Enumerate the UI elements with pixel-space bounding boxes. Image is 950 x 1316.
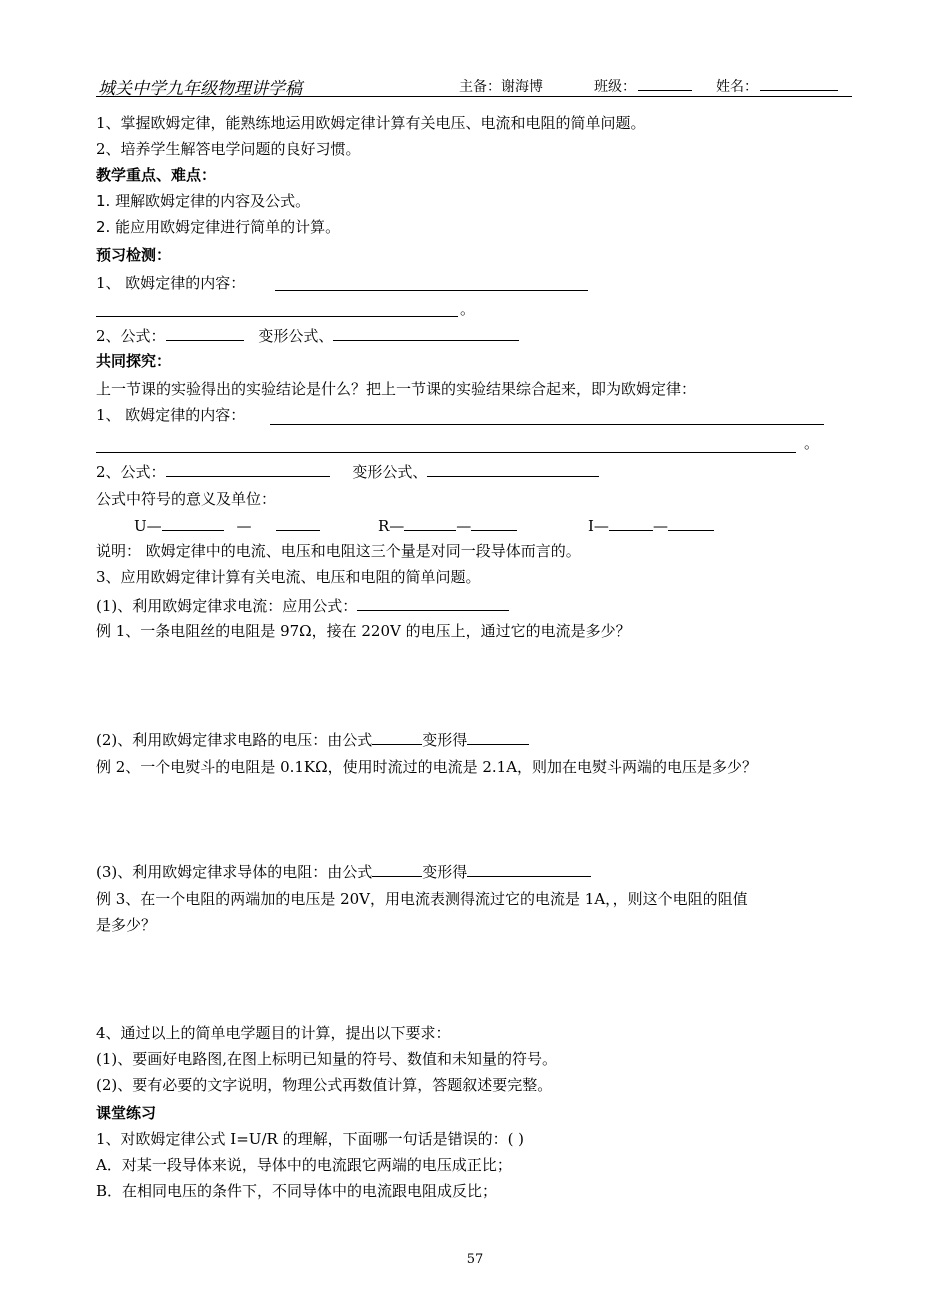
symbols-heading: 公式中符号的意义及单位： xyxy=(96,490,277,508)
author-label: 主备：谢海博 xyxy=(459,79,543,95)
explore-formula-blank[interactable] xyxy=(166,460,330,477)
class-blank[interactable] xyxy=(638,90,692,91)
part-2-variant-label: 变形得 xyxy=(422,731,468,749)
preview-q1 xyxy=(96,272,245,294)
symbol-u-row xyxy=(134,514,320,536)
explore-q1-label: 1、 欧姆定律的内容： xyxy=(96,406,246,424)
explore-heading: 共同探究： xyxy=(96,352,172,370)
explore-q1-period: 。 xyxy=(804,434,820,452)
symbol-r-row xyxy=(378,514,517,536)
explore-q1-blank-2[interactable] xyxy=(96,452,796,453)
example-3-line-2: 是多少？ xyxy=(96,916,157,934)
explore-variant-label: 变形公式、 xyxy=(352,463,428,481)
preview-variant-blank[interactable] xyxy=(333,324,519,341)
document-title: 城关中学九年级物理讲学稿 xyxy=(98,79,302,99)
part-3 xyxy=(96,860,591,882)
explore-q1-blank-1[interactable] xyxy=(270,424,824,425)
page-number: 57 xyxy=(466,1252,484,1267)
explore-q3: 3、应用欧姆定律计算有关电流、电压和电阻的简单问题。 xyxy=(96,568,481,586)
part-1-label: (1)、利用欧姆定律求电流：应用公式： xyxy=(96,597,358,615)
part-2-variant-blank[interactable] xyxy=(467,728,529,745)
symbol-u-dash: — xyxy=(236,517,252,535)
explore-intro: 上一节课的实验得出的实验结论是什么？把上一节课的实验结果综合起来，即为欧姆定律： xyxy=(96,380,697,398)
name-blank[interactable] xyxy=(760,90,838,91)
preview-q1-blank-1[interactable] xyxy=(275,290,588,291)
explore-formula-label: 2、公式： xyxy=(96,463,166,481)
explore-q4: 4、通过以上的简单电学题目的计算，提出以下要求： xyxy=(96,1024,451,1042)
key-points-heading: 教学重点、难点： xyxy=(96,166,217,184)
part-2-label: (2)、利用欧姆定律求电路的电压：由公式 xyxy=(96,731,373,749)
objective-2: 2、培养学生解答电学问题的良好习惯。 xyxy=(96,140,361,158)
requirement-1: (1)、要画好电路图,在图上标明已知量的符号、数值和未知量的符号。 xyxy=(96,1050,558,1068)
preview-formula-blank[interactable] xyxy=(166,324,244,341)
preview-heading: 预习检测： xyxy=(96,246,172,264)
symbol-u-meaning-blank[interactable] xyxy=(162,514,224,531)
practice-q1-option-b[interactable]: B．在相同电压的条件下，不同导体中的电流跟电阻成反比； xyxy=(96,1182,498,1200)
explore-q2 xyxy=(96,460,599,482)
name-label: 姓名： xyxy=(716,79,758,95)
part-2 xyxy=(96,728,529,750)
part-3-variant-blank[interactable] xyxy=(467,860,591,877)
symbol-i: I— xyxy=(588,517,609,535)
explore-note: 说明： 欧姆定律中的电流、电压和电阻这三个量是对同一段导体而言的。 xyxy=(96,542,581,560)
symbol-u: U— xyxy=(134,517,162,535)
part-3-formula-blank[interactable] xyxy=(372,860,422,877)
requirement-2: (2)、要有必要的文字说明，物理公式再数值计算，答题叙述要完整。 xyxy=(96,1076,553,1094)
symbol-r-unit-blank[interactable] xyxy=(471,514,517,531)
symbol-r-dash: — xyxy=(456,517,472,535)
preview-q1-period: 。 xyxy=(460,300,476,318)
practice-q1-option-a[interactable]: A．对某一段导体来说，导体中的电流跟它两端的电压成正比； xyxy=(96,1156,512,1174)
example-2: 例 2、一个电熨斗的电阻是 0.1KΩ，使用时流过的电流是 2.1A，则加在电熨斗两端的电压是多少？ xyxy=(96,758,758,776)
preview-q2 xyxy=(96,324,519,346)
preview-q1-label: 1、 欧姆定律的内容： xyxy=(96,274,246,292)
explore-variant-blank[interactable] xyxy=(427,460,599,477)
key-point-2: 2. 能应用欧姆定律进行简单的计算。 xyxy=(96,218,341,236)
part-1 xyxy=(96,594,509,616)
symbol-i-dash: — xyxy=(652,517,668,535)
preview-variant-label: 变形公式、 xyxy=(258,327,334,345)
symbol-u-unit-blank[interactable] xyxy=(276,514,320,531)
objective-1: 1、掌握欧姆定律，能熟练地运用欧姆定律计算有关电压、电流和电阻的简单问题。 xyxy=(96,114,646,132)
symbol-i-meaning-blank[interactable] xyxy=(609,514,653,531)
part-1-formula-blank[interactable] xyxy=(357,594,509,611)
explore-q1 xyxy=(96,404,245,426)
example-1: 例 1、一条电阻丝的电阻是 97Ω，接在 220V 的电压上，通过它的电流是多少？ xyxy=(96,622,631,640)
preview-q1-blank-2[interactable] xyxy=(96,316,458,317)
page-header xyxy=(96,74,852,97)
symbol-r-meaning-blank[interactable] xyxy=(404,514,456,531)
practice-heading: 课堂练习 xyxy=(96,1104,157,1122)
part-3-variant-label: 变形得 xyxy=(422,863,468,881)
practice-q1: 1、对欧姆定律公式 I=U/R 的理解，下面哪一句话是错误的：( ) xyxy=(96,1130,525,1148)
symbol-i-unit-blank[interactable] xyxy=(668,514,714,531)
symbol-i-row xyxy=(588,514,714,536)
part-2-formula-blank[interactable] xyxy=(372,728,422,745)
class-label: 班级： xyxy=(594,79,636,95)
example-3-line-1: 例 3、在一个电阻的两端加的电压是 20V，用电流表测得流过它的电流是 1A，，则这个电阻的阻值 xyxy=(96,890,748,908)
symbol-r: R— xyxy=(378,517,405,535)
key-point-1: 1. 理解欧姆定律的内容及公式。 xyxy=(96,192,311,210)
preview-formula-label: 2、公式： xyxy=(96,327,166,345)
part-3-label: (3)、利用欧姆定律求导体的电阻：由公式 xyxy=(96,863,373,881)
